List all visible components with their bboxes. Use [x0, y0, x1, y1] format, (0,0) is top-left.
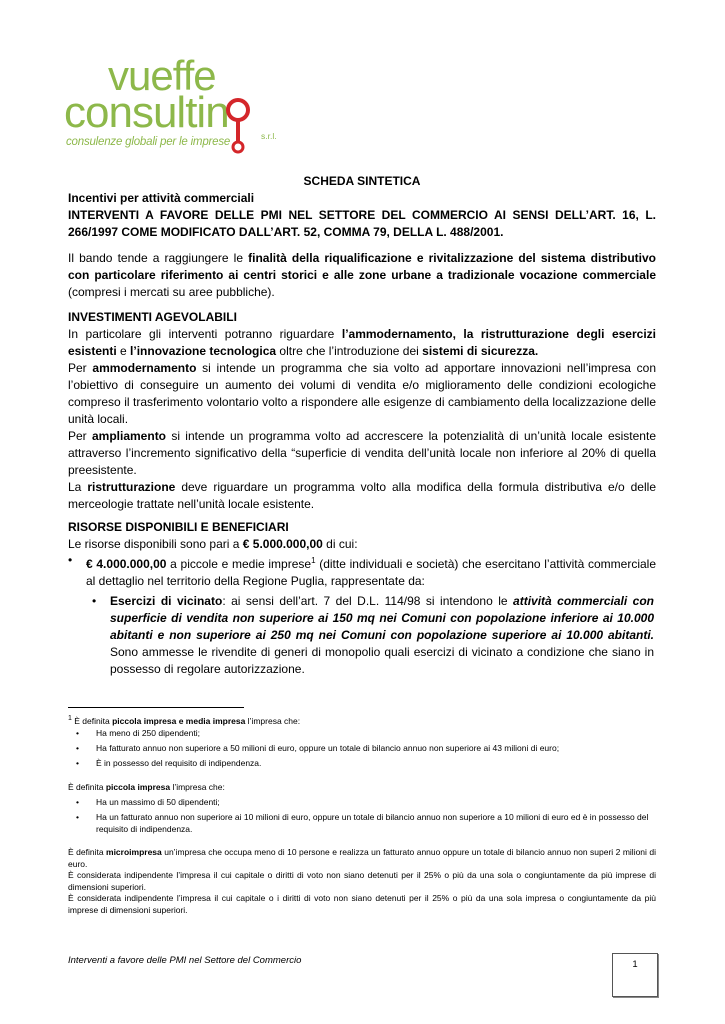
logo-tagline: consulenze globali per le imprese [66, 136, 231, 148]
vicinato-bullet-text: Esercizi di vicinato: ai sensi dell’art. 7 del D.L. 114/98 si intendono le attività commerciali con superficie di vendita non superiore ai 150 mq nei Comuni con popolazione inferiore ai 10.000 abitanti e non superiore ai 250 mq nei Comuni con popolazione superiore ai 10.000 abitanti. Sono ammesse le rivendite di generi di monopolio quali esercizi di vicinato a condizione che siano in possesso di regolare autorizzazione. [110, 594, 655, 676]
section-body-investimenti [68, 326, 656, 513]
page-footer-text: Interventi a favore delle PMI nel Settore del Commercio [68, 955, 302, 966]
footnote-separator [68, 707, 244, 708]
footnote-2-intro: È definita piccola impresa l’impresa che: [68, 782, 225, 792]
logo-suffix: s.r.l. [261, 131, 277, 141]
investimenti-paragraph-3: Per ampliamento si intende un programma volto ad accrescere la potenzialità di un’unità locale esistente attraverso l’incremento significativo della “superficie di vendita dell’unità locale non inferiore al 20% di quella preesistente. [68, 429, 656, 477]
investimenti-paragraph-2: Per ammodernamento si intende un programma che sia volto ad apportare innovazioni nell’impresa con l’obiettivo di conseguire un aumento dei volumi di vendita e/o miglioramento delle condizioni ecologiche compreso il trasferimento volontario volto a rispondere alle esigenze di cambiamento della localizzazione delle unità locali. [68, 361, 656, 426]
bullet-icon: • [76, 743, 79, 753]
risorse-bullet-text: € 4.000.000,00 a piccole e medie imprese$^1$ (ditte individuali e società) che esercitano l’attività commerciale al dettaglio nel territorio della Regione Puglia, rappresentate da: [86, 556, 656, 588]
footnote-1-item: • Ha meno di 250 dipendenti; [76, 728, 200, 738]
footnote-indipendente-2: È considerata indipendente l’impresa il cui capitale o i diritti di voto non siano detenuti per il 25% o più da una sola impresa o congiuntamente da più imprese di dimensioni superiori. [68, 893, 656, 915]
vicinato-bullet [92, 593, 656, 678]
section-heading-risorse: RISORSE DISPONIBILI E BENEFICIARI [68, 520, 289, 534]
intro-paragraph: Il bando tende a raggiungere le finalità della riqualificazione e rivitalizzazione del sistema distributivo con particolare riferimento ai centri storici e alle zone urbane a tradizionale vocazione commerciale (compresi i mercati su aree pubbliche). [68, 251, 656, 299]
document-heading: SCHEDA SINTETICA [303, 174, 421, 188]
footnote-2-item: • Ha un massimo di 50 dipendenti; [76, 797, 220, 807]
logo-line-consulting: consultin [64, 88, 229, 137]
logo-line-vueffe: vueffe [108, 52, 216, 99]
footnote-microimpresa: È definita microimpresa un’impresa che occupa meno di 10 persone e realizza un fatturato annuo oppure un totale di bilancio annuo non superi 2 milioni di euro. [68, 847, 656, 869]
section-heading-investimenti: INVESTIMENTI AGEVOLABILI [68, 310, 237, 324]
bullet-icon: • [68, 553, 73, 567]
footnote-1-item: • È in possesso del requisito di indipendenza. [76, 758, 262, 768]
investimenti-paragraph-4: La ristrutturazione deve riguardare un programma volto alla modifica della formula distributiva e/o delle merceologie trattate nell’unità locale esistente. [68, 480, 656, 511]
risorse-intro: Le risorse disponibili sono pari a € 5.000.000,00 di cui: [68, 537, 358, 551]
document-title-block: INTERVENTI A FAVORE DELLE PMI NEL SETTORE DEL COMMERCIO AI SENSI DELL’ART. 16, L. 266/1997 COME MODIFICATO DALL’ART. 52, COMMA 79, DELLA L. 488/2001. [68, 208, 656, 239]
investimenti-paragraph-1: In particolare gli interventi potranno riguardare l’ammodernamento, la ristrutturazione degli esercizi esistenti e l’innovazione tecnologica oltre che l’introduzione dei sistemi di sicurezza. [68, 327, 656, 358]
bullet-icon: • [76, 728, 79, 738]
page-number: 1 [612, 953, 658, 997]
bullet-icon: • [76, 812, 79, 822]
footnote-1-intro: $^1$ È definita piccola impresa e media impresa l’impresa che: [68, 715, 301, 726]
footnote-indipendente-1: È considerata indipendente l’impresa il cui capitale o diritti di voto non siano detenuti per il 25% o più da una sola o congiuntamente da più imprese di dimensioni superiori. [68, 870, 656, 892]
bullet-icon: • [92, 594, 97, 608]
bullet-icon: • [76, 758, 79, 768]
document-subtitle: Incentivi per attività commerciali [68, 191, 255, 205]
footnote-1-item: • Ha fatturato annuo non superiore a 50 milioni di euro, oppure un totale di bilancio annuo non superiore ai 43 milioni di euro; [76, 743, 560, 753]
company-logo [64, 52, 304, 160]
risorse-bullet [68, 552, 656, 590]
footnote-2-item: • Ha un fatturato annuo non superiore ai 10 milioni di euro, oppure un totale di bilancio annuo non superiore a 10 milioni di euro ed è in possesso del requisito di indipendenza. [76, 812, 649, 834]
bullet-icon: • [76, 797, 79, 807]
